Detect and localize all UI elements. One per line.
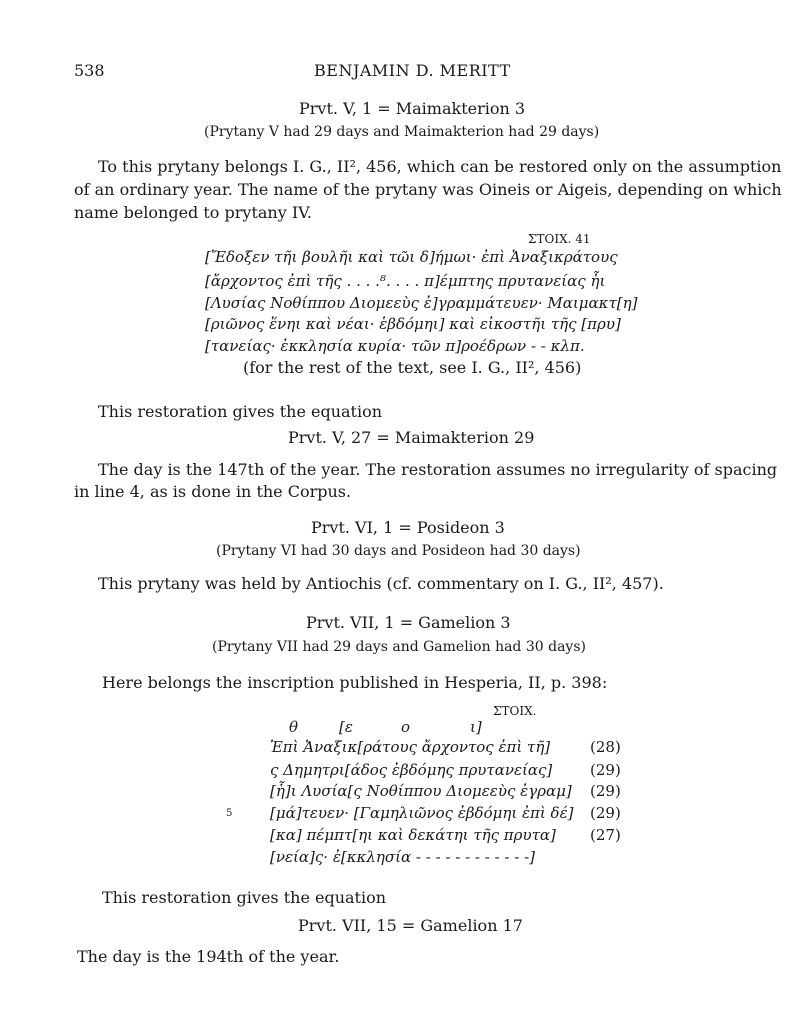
paragraph-line-1: To this prytany belongs I. G., II², 456, which can be restored only on the assumption: [98, 157, 782, 176]
greek-line-1: [Ἔδοξεν τῆι βουλῆι καὶ τῶι δ]ήμωι· ἐπὶ Ἀναξικράτους: [205, 248, 618, 266]
inscription-line-number-5: 5: [226, 808, 233, 819]
inscription-count-4: (29): [590, 804, 621, 822]
section-heading-prvt-vi: Prvt. VI, 1 = Posideon 3: [311, 518, 505, 537]
section-heading-prvt-v: Prvt. V, 1 = Maimakterion 3: [299, 99, 526, 118]
inscription-count-1: (28): [590, 738, 621, 756]
paragraph-line-2: of an ordinary year. The name of the prytany was Oineis or Aigeis, depending on which: [74, 180, 782, 199]
inscription-line-2: ς Δημητρι[άδος ἑβδόμης πρυτανείας]: [270, 761, 553, 779]
greek-line-4: [ριῶνος ἕνηι καὶ νέαι· ἑβδόμηι] καὶ εἰκοστῆι τῆς [πρυ]: [205, 315, 621, 333]
hesperia-intro: Here belongs the inscription published in Hesperia, II, p. 398:: [102, 673, 608, 692]
inscription-count-2: (29): [590, 761, 621, 779]
inscription-line-4: [μά]τευεν· [Γαμηλιῶνος ἑβδόμηι ἐπὶ δέ]: [270, 804, 574, 822]
section-subheading-prvt-vi: (Prytany VI had 30 days and Posideon had 30 days): [216, 543, 581, 559]
fragment-epsilon: [ε: [339, 718, 353, 736]
stoich-label-2: ΣΤΟΙΧ.: [493, 704, 537, 718]
inscription-count-3: (29): [590, 782, 621, 800]
restoration-text: This restoration gives the equation: [98, 402, 383, 421]
day-line-final: The day is the 194th of the year.: [77, 947, 340, 966]
greek-line-5: [τανείας· ἐκκλησία κυρία· τῶν π]ροέδρων - - κλπ.: [205, 337, 585, 355]
equation-prvt-v: Prvt. V, 27 = Maimakterion 29: [288, 428, 535, 447]
day-line-1: The day is the 147th of the year. The restoration assumes no irregularity of spacing: [98, 460, 778, 479]
inscription-count-5: (27): [590, 826, 621, 844]
fragment-theta: θ: [289, 718, 299, 736]
paragraph-line-3: name belonged to prytany IV.: [74, 203, 313, 222]
inscription-line-6: [νεία]ς· ἐ[κκλησία - - - - - - - - - - - -]: [270, 848, 536, 866]
inscription-line-5: [κα] πέμπτ[ηι καὶ δεκάτηι τῆς πρυτα]: [270, 826, 556, 844]
inscription-line-3: [ἧ]ι Λυσία[ς Νοθίππου Διομεεὺς ἐγραμ]: [270, 782, 572, 800]
antiochis-paragraph: This prytany was held by Antiochis (cf. commentary on I. G., II², 457).: [98, 574, 664, 593]
restoration-text-2: This restoration gives the equation: [102, 888, 387, 907]
page-number: 538: [74, 61, 105, 80]
section-subheading-prvt-vii: (Prytany VII had 29 days and Gamelion had 30 days): [212, 639, 586, 655]
stoich-label: ΣΤΟΙΧ. 41: [528, 232, 591, 246]
greek-line-2: [ἄρχοντος ἐπὶ τῆς . . . .⁸. . . . π]έμπτης πρυτανείας ἧι: [205, 272, 606, 290]
inscription-line-1: Ἐπὶ Ἀναξικ[ράτους ἄρχοντος ἐπὶ τῆ]: [270, 738, 551, 756]
equation-prvt-vii: Prvt. VII, 15 = Gamelion 17: [298, 916, 523, 935]
section-heading-prvt-vii: Prvt. VII, 1 = Gamelion 3: [306, 613, 511, 632]
rest-of-text-note: (for the rest of the text, see I. G., II², 456): [243, 358, 582, 377]
day-line-2: in line 4, as is done in the Corpus.: [74, 482, 352, 501]
fragment-iota: ι]: [470, 718, 482, 736]
running-title: BENJAMIN D. MERITT: [314, 61, 511, 80]
section-subheading-prvt-v: (Prytany V had 29 days and Maimakterion had 29 days): [204, 124, 600, 140]
greek-line-3: [Λυσίας Νοθίππου Διομεεὺς ἐ]γραμμάτευεν· Μαιμακτ[η]: [205, 294, 638, 312]
fragment-omicron: ο: [401, 718, 411, 736]
